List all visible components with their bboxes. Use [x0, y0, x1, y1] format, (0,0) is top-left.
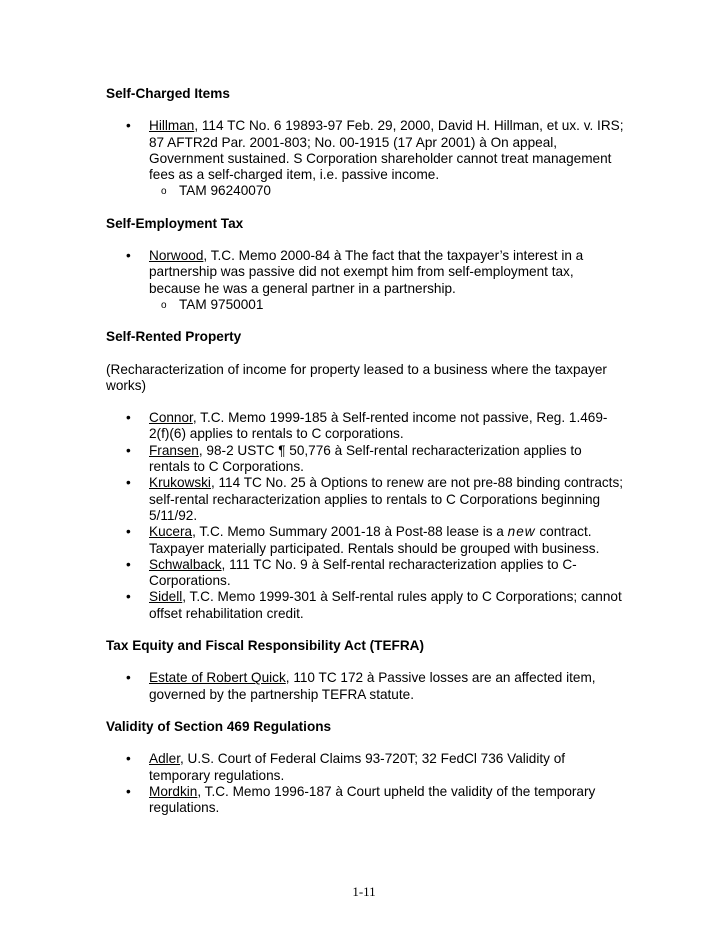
list-item: [106, 670, 626, 703]
section-heading: Self-Employment Tax: [106, 215, 244, 231]
sub-list: [149, 297, 626, 313]
case-list: [106, 751, 626, 816]
case-list: [106, 410, 626, 622]
case-name-sidell: Sidell: [149, 589, 183, 605]
section-heading: Self-Charged Items: [106, 86, 230, 101]
case-text: , T.C. Memo 2000-84 à The fact that the taxpayer’s interest in a partnership was passive did not exempt him from self-employment tax, because he was a general partner in a partnership.: [149, 248, 584, 296]
page-number: 1-11: [352, 884, 376, 899]
list-item: [106, 410, 626, 443]
sub-list: [149, 183, 626, 199]
list-item: [106, 443, 626, 476]
list-item: [106, 589, 626, 622]
case-text: , U.S. Court of Federal Claims 93-720T; 32 FedCl 736 Validity of temporary regulations.: [149, 751, 566, 783]
section-tefra: [106, 638, 626, 703]
list-item: [106, 248, 626, 313]
case-text: , T.C. Memo 1999-185 à Self-rented income not passive, Reg. 1.469-2(f)(6) applies to rentals to C corporations.: [149, 410, 608, 442]
list-item: [106, 557, 626, 590]
case-name-kucera: Kucera: [149, 524, 193, 540]
case-list: [106, 248, 626, 313]
section-self-employment-tax: [106, 216, 626, 313]
list-item: [106, 524, 626, 557]
case-name-adler: Adler: [149, 751, 180, 767]
case-name-estate-of-robert-quick: Estate of Robert Quick: [149, 670, 286, 686]
case-name-mordkin: Mordkin: [149, 783, 198, 799]
case-text: , 114 TC No. 25 à Options to renew are not pre-88 binding contracts; self-rental recharacterization applies to rentals to C Corporations beginning 5/11/92.: [149, 475, 624, 523]
list-item: [106, 784, 626, 817]
document-body: [106, 86, 626, 816]
section-heading: Self-Rented Property: [106, 329, 242, 345]
case-text: , T.C. Memo 1999-301 à Self-rental rules apply to C Corporations; cannot offset rehabilitation credit.: [149, 589, 622, 621]
list-item: [106, 475, 626, 524]
case-name-connor: Connor: [149, 410, 193, 426]
case-name-hillman: Hillman: [149, 118, 195, 134]
section-intro: (Recharacterization of income for property leased to a business where the taxpayer works): [106, 361, 607, 393]
case-name-schwalback: Schwalback: [149, 556, 222, 572]
sub-list-item: o TAM 9750001: [149, 297, 626, 313]
section-self-rented-property: [106, 329, 626, 622]
section-self-charged-items: [106, 86, 626, 200]
case-name-krukowski: Krukowski: [149, 475, 211, 491]
section-validity-of-regulations: [106, 719, 626, 816]
case-text: , T.C. Memo Summary 2001-18 à Post-88 lease is a: [192, 524, 508, 540]
case-text: , 111 TC No. 9 à Self-rental recharacterization applies to C-Corporations.: [149, 556, 577, 589]
case-list: [106, 670, 626, 703]
case-list: [106, 118, 626, 199]
list-item: [106, 118, 626, 199]
sub-list-item: o TAM 96240070: [149, 183, 626, 199]
emphasis-new: new: [507, 524, 536, 540]
case-text: contract. Taxpayer materially participated. Rentals should be grouped with business.: [149, 524, 600, 556]
case-text: , 110 TC 172 à Passive losses are an affected item, governed by the partnership TEFRA statute.: [149, 670, 596, 702]
section-heading: Tax Equity and Fiscal Responsibility Act (TEFRA): [106, 638, 424, 654]
case-name-norwood: Norwood: [149, 248, 204, 264]
case-name-fransen: Fransen: [149, 442, 199, 458]
case-text: , 114 TC No. 6 19893-97 Feb. 29, 2000, David H. Hillman, et ux. v. IRS; 87 AFTR2d Par. 2001-803; No. 00-1915 (17 Apr 2001) à On appeal, Government sustained. S Corporation shareholder cannot treat management fees as a self-charged item, i.e. passive income.: [149, 118, 624, 183]
list-item: [106, 751, 626, 784]
case-text: , 98-2 USTC ¶ 50,776 à Self-rental recharacterization applies to rentals to C Corporations.: [149, 442, 582, 475]
section-heading: Validity of Section 469 Regulations: [106, 718, 332, 734]
case-text: , T.C. Memo 1996-187 à Court upheld the validity of the temporary regulations.: [149, 783, 596, 816]
